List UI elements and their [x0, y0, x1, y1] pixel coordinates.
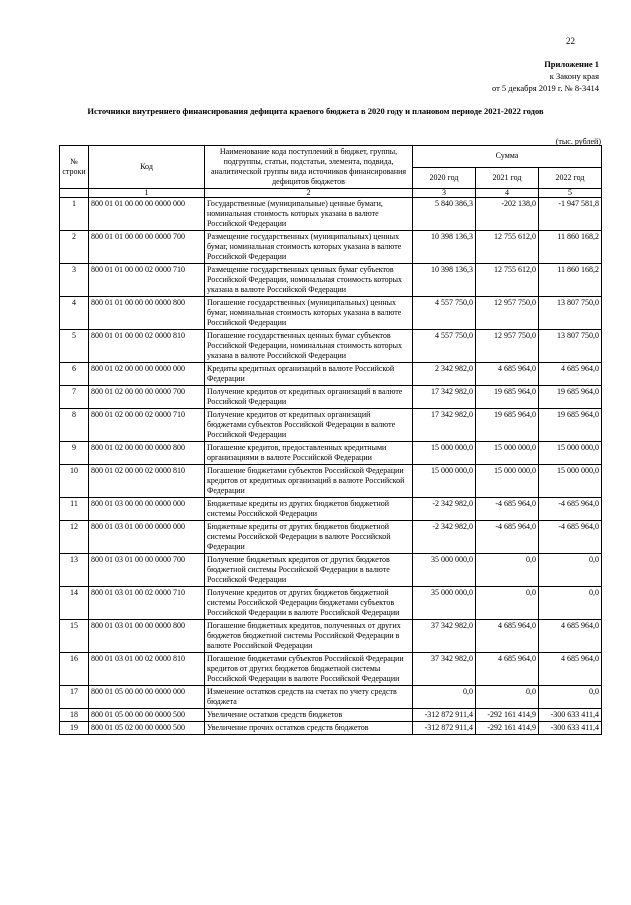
value-2022-cell: -1 947 581,8: [539, 198, 602, 231]
row-number-cell: 5: [60, 330, 89, 363]
value-2021-cell: 12 755 612,0: [476, 231, 539, 264]
name-cell: Размещение государственных (муниципальных) ценных бумаг, номинальная стоимость которых указана в валюте Российской Федерации: [205, 231, 413, 264]
value-2020-cell: 35 000 000,0: [413, 554, 476, 587]
value-2020-cell: 4 557 750,0: [413, 297, 476, 330]
value-2020-cell: 5 840 386,3: [413, 198, 476, 231]
table-row: [60, 620, 602, 653]
column-index: 1: [89, 189, 205, 198]
value-2022-cell: 4 685 964,0: [539, 653, 602, 686]
code-cell: 800 01 03 01 00 00 0000 800: [89, 620, 205, 653]
row-number-cell: 7: [60, 386, 89, 409]
value-2021-cell: 0,0: [476, 686, 539, 709]
code-cell: 800 01 02 00 00 02 0000 810: [89, 465, 205, 498]
value-2021-cell: 12 957 750,0: [476, 330, 539, 363]
code-cell: 800 01 01 00 00 00 0000 000: [89, 198, 205, 231]
value-2021-cell: -202 138,0: [476, 198, 539, 231]
row-number-cell: 3: [60, 264, 89, 297]
value-2021-cell: -4 685 964,0: [476, 498, 539, 521]
header-2022: 2022 год: [539, 167, 602, 189]
table-row: [60, 330, 602, 363]
column-index: 5: [539, 189, 602, 198]
column-index: 3: [413, 189, 476, 198]
row-number-cell: 15: [60, 620, 89, 653]
code-cell: 800 01 05 02 00 00 0000 500: [89, 722, 205, 735]
document-title: Источники внутреннего финансирования дефицита краевого бюджета в 2020 году и плановом периоде 2021-2022 годов: [87, 106, 544, 116]
value-2021-cell: 12 957 750,0: [476, 297, 539, 330]
code-cell: 800 01 03 01 00 02 0000 710: [89, 587, 205, 620]
value-2021-cell: -4 685 964,0: [476, 521, 539, 554]
name-cell: Бюджетные кредиты от других бюджетов бюджетной системы Российской Федерации в валюте Российской Федерации: [205, 521, 413, 554]
row-number-cell: 16: [60, 653, 89, 686]
name-cell: Увеличение остатков средств бюджетов: [205, 709, 413, 722]
value-2021-cell: 15 000 000,0: [476, 442, 539, 465]
name-cell: Увеличение прочих остатков средств бюджетов: [205, 722, 413, 735]
code-cell: 800 01 01 00 00 00 0000 700: [89, 231, 205, 264]
table-row: [60, 498, 602, 521]
value-2020-cell: 15 000 000,0: [413, 465, 476, 498]
value-2021-cell: 4 685 964,0: [476, 363, 539, 386]
table-row: [60, 722, 602, 735]
value-2021-cell: 0,0: [476, 554, 539, 587]
row-number-cell: 11: [60, 498, 89, 521]
name-cell: Погашение кредитов, предоставленных кредитными организациями в валюте Российской Федерации: [205, 442, 413, 465]
value-2022-cell: 19 685 964,0: [539, 409, 602, 442]
column-index: 2: [205, 189, 413, 198]
table-row: [60, 297, 602, 330]
value-2020-cell: 35 000 000,0: [413, 587, 476, 620]
name-cell: Получение кредитов от кредитных организаций в валюте Российской Федерации: [205, 386, 413, 409]
code-cell: 800 01 03 01 00 00 0000 700: [89, 554, 205, 587]
value-2020-cell: 37 342 982,0: [413, 620, 476, 653]
value-2022-cell: -4 685 964,0: [539, 521, 602, 554]
value-2021-cell: 12 755 612,0: [476, 264, 539, 297]
value-2020-cell: 10 398 136,3: [413, 231, 476, 264]
table-row: [60, 465, 602, 498]
table-row: [60, 386, 602, 409]
name-cell: Погашение бюджетами субъектов Российской Федерации кредитов от других бюджетов бюджетной системы Российской Федерации в валюте Российской Федерации: [205, 653, 413, 686]
value-2022-cell: 0,0: [539, 554, 602, 587]
table-row: [60, 363, 602, 386]
header-row-number: № строки: [60, 146, 89, 189]
row-number-cell: 19: [60, 722, 89, 735]
header-sum: Сумма: [413, 146, 602, 168]
code-cell: 800 01 02 00 00 00 0000 000: [89, 363, 205, 386]
value-2020-cell: 2 342 982,0: [413, 363, 476, 386]
financing-sources-table: [59, 145, 602, 735]
value-2021-cell: 19 685 964,0: [476, 386, 539, 409]
row-number-cell: 6: [60, 363, 89, 386]
value-2022-cell: 19 685 964,0: [539, 386, 602, 409]
value-2020-cell: -312 872 911,4: [413, 709, 476, 722]
name-cell: Размещение государственных ценных бумаг субъектов Российской Федерации, номинальная стоимость которых указана в валюте Российской Федерации: [205, 264, 413, 297]
value-2021-cell: 4 685 964,0: [476, 653, 539, 686]
value-2020-cell: -312 872 911,4: [413, 722, 476, 735]
row-number-cell: 14: [60, 587, 89, 620]
value-2020-cell: 37 342 982,0: [413, 653, 476, 686]
column-index: [60, 189, 89, 198]
value-2022-cell: 4 685 964,0: [539, 620, 602, 653]
name-cell: Погашение государственных ценных бумаг субъектов Российской Федерации, номинальная стоимость которых указана в валюте Российской Федерации: [205, 330, 413, 363]
row-number-cell: 12: [60, 521, 89, 554]
value-2021-cell: -292 161 414,9: [476, 709, 539, 722]
code-cell: 800 01 01 00 00 02 0000 710: [89, 264, 205, 297]
units-label: (тыс. рублей): [555, 137, 601, 146]
header-code: Код: [89, 146, 205, 189]
table-row: [60, 653, 602, 686]
code-cell: 800 01 01 00 00 02 0000 810: [89, 330, 205, 363]
row-number-cell: 1: [60, 198, 89, 231]
row-number-cell: 4: [60, 297, 89, 330]
value-2022-cell: -4 685 964,0: [539, 498, 602, 521]
name-cell: Погашение бюджетных кредитов, полученных от других бюджетов бюджетной системы Российской Федерации в валюте Российской Федерации: [205, 620, 413, 653]
code-cell: 800 01 03 00 00 00 0000 000: [89, 498, 205, 521]
value-2022-cell: 15 000 000,0: [539, 465, 602, 498]
appendix-line-2: к Закону края: [549, 71, 599, 81]
value-2021-cell: -292 161 414,9: [476, 722, 539, 735]
code-cell: 800 01 02 00 00 00 0000 700: [89, 386, 205, 409]
code-cell: 800 01 05 00 00 00 0000 500: [89, 709, 205, 722]
value-2022-cell: 13 807 750,0: [539, 297, 602, 330]
value-2021-cell: 15 000 000,0: [476, 465, 539, 498]
table-row: [60, 521, 602, 554]
name-cell: Изменение остатков средств на счетах по учету средств бюджета: [205, 686, 413, 709]
value-2022-cell: 11 860 168,2: [539, 231, 602, 264]
code-cell: 800 01 05 00 00 00 0000 000: [89, 686, 205, 709]
name-cell: Бюджетные кредиты из других бюджетов бюджетной системы Российской Федерации: [205, 498, 413, 521]
header-2021: 2021 год: [476, 167, 539, 189]
appendix-line-1: Приложение 1: [544, 59, 599, 69]
value-2020-cell: 4 557 750,0: [413, 330, 476, 363]
code-cell: 800 01 01 00 00 00 0000 800: [89, 297, 205, 330]
table-row: [60, 409, 602, 442]
name-cell: Получение кредитов от кредитных организаций бюджетами субъектов Российской Федерации в валюте Российской Федерации: [205, 409, 413, 442]
value-2021-cell: 0,0: [476, 587, 539, 620]
name-cell: Государственные (муниципальные) ценные бумаги, номинальная стоимость которых указана в валюте Российской Федерации: [205, 198, 413, 231]
value-2022-cell: 13 807 750,0: [539, 330, 602, 363]
value-2020-cell: 0,0: [413, 686, 476, 709]
name-cell: Кредиты кредитных организаций в валюте Российской Федерации: [205, 363, 413, 386]
value-2020-cell: -2 342 982,0: [413, 498, 476, 521]
value-2022-cell: 4 685 964,0: [539, 363, 602, 386]
row-number-cell: 8: [60, 409, 89, 442]
value-2020-cell: 10 398 136,3: [413, 264, 476, 297]
value-2022-cell: 15 000 000,0: [539, 442, 602, 465]
value-2020-cell: 15 000 000,0: [413, 442, 476, 465]
value-2021-cell: 19 685 964,0: [476, 409, 539, 442]
header-2020: 2020 год: [413, 167, 476, 189]
header-name: Наименование кода поступлений в бюджет, группы, подгруппы, статьи, подстатьи, элемента, подвида, аналитической группы вида источников финансирования дефицитов бюджетов: [205, 146, 413, 189]
appendix-block: [492, 58, 599, 94]
column-index-row: [60, 189, 602, 198]
name-cell: Получение бюджетных кредитов от других бюджетов бюджетной системы Российской Федерации в валюте Российской Федерации: [205, 554, 413, 587]
row-number-cell: 2: [60, 231, 89, 264]
table-row: [60, 231, 602, 264]
column-index: 4: [476, 189, 539, 198]
row-number-cell: 9: [60, 442, 89, 465]
table-row: [60, 686, 602, 709]
row-number-cell: 18: [60, 709, 89, 722]
code-cell: 800 01 03 01 00 02 0000 810: [89, 653, 205, 686]
value-2021-cell: 4 685 964,0: [476, 620, 539, 653]
name-cell: Получение кредитов от других бюджетов бюджетной системы Российской Федерации бюджетами субъектов Российской Федерации в валюте Российской Федерации: [205, 587, 413, 620]
name-cell: Погашение государственных (муниципальных) ценных бумаг, номинальная стоимость которых указана в валюте Российской Федерации: [205, 297, 413, 330]
table-row: [60, 264, 602, 297]
value-2020-cell: -2 342 982,0: [413, 521, 476, 554]
value-2020-cell: 17 342 982,0: [413, 386, 476, 409]
appendix-line-3: от 5 декабря 2019 г. № 8-3414: [491, 83, 599, 93]
value-2022-cell: -300 633 411,4: [539, 709, 602, 722]
table-row: [60, 554, 602, 587]
name-cell: Погашение бюджетами субъектов Российской Федерации кредитов от кредитных организаций в валюте Российской Федерации: [205, 465, 413, 498]
table-row: [60, 709, 602, 722]
table-row: [60, 198, 602, 231]
code-cell: 800 01 02 00 00 00 0000 800: [89, 442, 205, 465]
row-number-cell: 10: [60, 465, 89, 498]
table-row: [60, 442, 602, 465]
value-2020-cell: 17 342 982,0: [413, 409, 476, 442]
table-row: [60, 587, 602, 620]
value-2022-cell: 0,0: [539, 686, 602, 709]
row-number-cell: 13: [60, 554, 89, 587]
value-2022-cell: 0,0: [539, 587, 602, 620]
row-number-cell: 17: [60, 686, 89, 709]
value-2022-cell: -300 633 411,4: [539, 722, 602, 735]
value-2022-cell: 11 860 168,2: [539, 264, 602, 297]
code-cell: 800 01 03 01 00 00 0000 000: [89, 521, 205, 554]
page-number: 22: [566, 36, 575, 46]
code-cell: 800 01 02 00 00 02 0000 710: [89, 409, 205, 442]
